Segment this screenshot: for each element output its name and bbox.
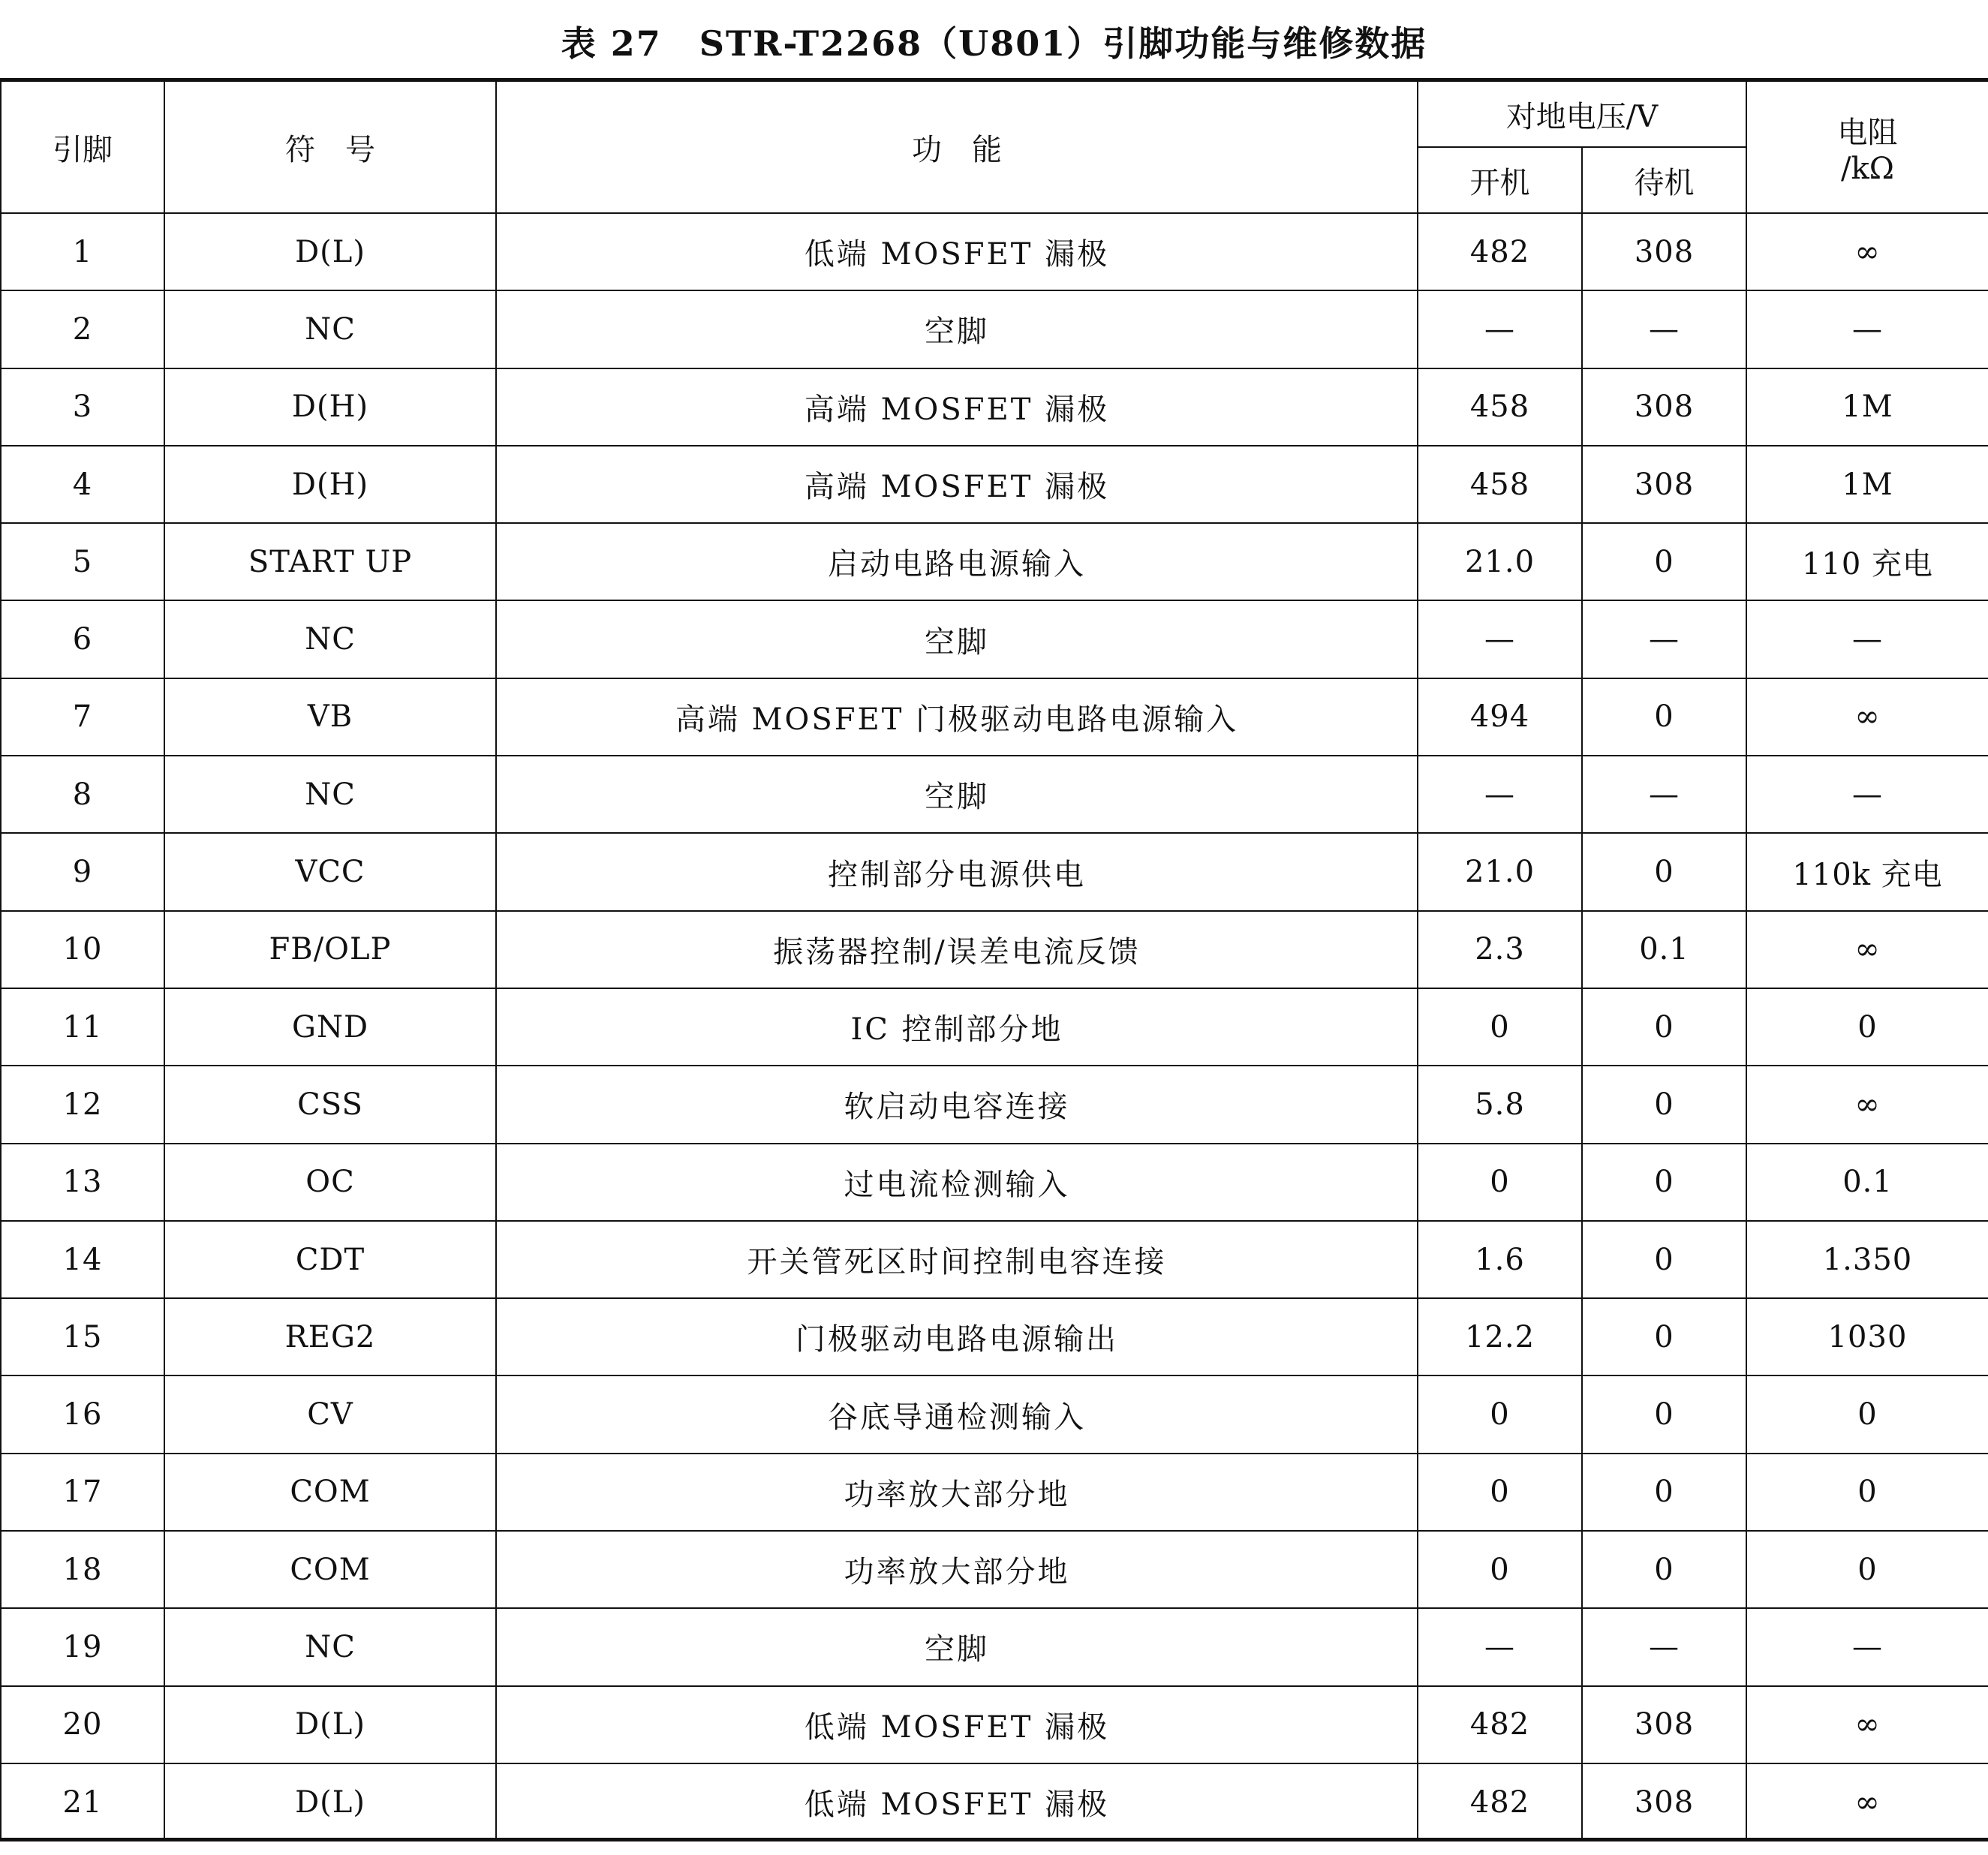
cell-symbol: FB/OLP [164,911,496,988]
cell-function: 低端 MOSFET 漏极 [496,1763,1418,1841]
cell-symbol: D(H) [164,446,496,523]
cell-symbol: NC [164,600,496,678]
cell-pin: 2 [1,290,164,368]
cell-resistance: 0 [1746,1375,1988,1453]
cell-pin: 4 [1,446,164,523]
cell-resistance: ∞ [1746,1686,1988,1763]
table-title-text: STR-T2268（U801）引脚功能与维修数据 [699,23,1427,64]
cell-voltage-on: 0 [1418,1375,1582,1453]
cell-voltage-standby: 0 [1582,678,1746,756]
cell-resistance: 1M [1746,446,1988,523]
cell-pin: 10 [1,911,164,988]
cell-symbol: OC [164,1144,496,1221]
cell-symbol: NC [164,1608,496,1685]
cell-resistance: — [1746,290,1988,368]
table-row [1,600,1988,678]
cell-voltage-standby: 0 [1582,1531,1746,1608]
table-row [1,1221,1988,1298]
pin-data-table [0,80,1988,1841]
cell-pin: 9 [1,833,164,910]
cell-voltage-on: 0 [1418,1144,1582,1221]
cell-voltage-on: 458 [1418,446,1582,523]
cell-function: 空脚 [496,756,1418,833]
cell-voltage-standby: 308 [1582,1686,1746,1763]
table-row [1,911,1988,988]
cell-pin: 5 [1,523,164,600]
table-row [1,1375,1988,1453]
cell-voltage-standby: 0.1 [1582,911,1746,988]
cell-voltage-on: 0 [1418,1531,1582,1608]
table-row [1,1686,1988,1763]
header-resistance [1746,81,1988,213]
cell-function: 过电流检测输入 [496,1144,1418,1221]
cell-symbol: VCC [164,833,496,910]
cell-symbol: CV [164,1375,496,1453]
cell-pin: 17 [1,1454,164,1531]
cell-pin: 14 [1,1221,164,1298]
cell-resistance: 0 [1746,1454,1988,1531]
cell-function: 启动电路电源输入 [496,523,1418,600]
cell-function: 开关管死区时间控制电容连接 [496,1221,1418,1298]
table-row [1,1144,1988,1221]
table-row [1,1763,1988,1841]
cell-voltage-on: — [1418,1608,1582,1685]
cell-voltage-standby: — [1582,756,1746,833]
cell-function: 软启动电容连接 [496,1066,1418,1143]
cell-voltage-on: 482 [1418,213,1582,290]
cell-voltage-standby: 0 [1582,1375,1746,1453]
table-bottom-rule [0,1838,1988,1841]
table-row [1,446,1988,523]
cell-resistance: 1M [1746,368,1988,446]
table-row [1,1066,1988,1143]
cell-resistance: 110 充电 [1746,523,1988,600]
cell-symbol: D(L) [164,1763,496,1841]
cell-resistance: ∞ [1746,911,1988,988]
table-row [1,833,1988,910]
cell-resistance: 0 [1746,1531,1988,1608]
cell-function: 功率放大部分地 [496,1454,1418,1531]
header-pin: 引脚 [1,81,164,213]
cell-pin: 19 [1,1608,164,1685]
cell-function: 空脚 [496,600,1418,678]
cell-function: 低端 MOSFET 漏极 [496,1686,1418,1763]
cell-voltage-on: — [1418,290,1582,368]
cell-voltage-standby: — [1582,1608,1746,1685]
cell-resistance: 1.350 [1746,1221,1988,1298]
cell-symbol: NC [164,290,496,368]
header-on: 开机 [1418,147,1582,213]
cell-symbol: D(L) [164,213,496,290]
cell-voltage-standby: 0 [1582,1298,1746,1375]
cell-resistance: — [1746,756,1988,833]
cell-function: 高端 MOSFET 漏极 [496,446,1418,523]
table-number: 表 27 [561,23,662,64]
table-row [1,1608,1988,1685]
cell-resistance: ∞ [1746,1763,1988,1841]
cell-resistance: ∞ [1746,213,1988,290]
cell-function: 高端 MOSFET 门极驱动电路电源输入 [496,678,1418,756]
cell-symbol: CSS [164,1066,496,1143]
cell-pin: 11 [1,988,164,1066]
cell-voltage-standby: — [1582,600,1746,678]
cell-voltage-on: 12.2 [1418,1298,1582,1375]
cell-voltage-standby: 0 [1582,1144,1746,1221]
cell-function: 空脚 [496,290,1418,368]
cell-voltage-on: — [1418,756,1582,833]
cell-voltage-standby: 0 [1582,523,1746,600]
table-row [1,523,1988,600]
cell-function: 振荡器控制/误差电流反馈 [496,911,1418,988]
table-row [1,1298,1988,1375]
cell-voltage-standby: 0 [1582,1221,1746,1298]
cell-pin: 1 [1,213,164,290]
cell-pin: 3 [1,368,164,446]
header-symbol: 符 号 [164,81,496,213]
table-row [1,213,1988,290]
cell-function: 高端 MOSFET 漏极 [496,368,1418,446]
table-row [1,988,1988,1066]
cell-voltage-standby: 0 [1582,833,1746,910]
cell-voltage-on: 0 [1418,1454,1582,1531]
cell-voltage-standby: 0 [1582,988,1746,1066]
cell-symbol: START UP [164,523,496,600]
cell-symbol: NC [164,756,496,833]
cell-symbol: COM [164,1531,496,1608]
cell-voltage-standby: 308 [1582,368,1746,446]
cell-resistance: ∞ [1746,678,1988,756]
header-voltage-group: 对地电压/V [1418,81,1746,147]
cell-voltage-on: 0 [1418,988,1582,1066]
cell-voltage-standby: — [1582,290,1746,368]
cell-function: 门极驱动电路电源输出 [496,1298,1418,1375]
cell-pin: 7 [1,678,164,756]
cell-voltage-on: — [1418,600,1582,678]
table-title [0,17,1988,66]
header-standby: 待机 [1582,147,1746,213]
cell-resistance: 0.1 [1746,1144,1988,1221]
cell-resistance: 110k 充电 [1746,833,1988,910]
cell-symbol: COM [164,1454,496,1531]
cell-voltage-on: 482 [1418,1686,1582,1763]
cell-symbol: CDT [164,1221,496,1298]
cell-symbol: D(H) [164,368,496,446]
cell-voltage-standby: 308 [1582,446,1746,523]
table-row [1,368,1988,446]
cell-pin: 8 [1,756,164,833]
table-row [1,1531,1988,1608]
cell-symbol: D(L) [164,1686,496,1763]
cell-symbol: GND [164,988,496,1066]
cell-voltage-on: 1.6 [1418,1221,1582,1298]
cell-function: 谷底导通检测输入 [496,1375,1418,1453]
cell-function: 功率放大部分地 [496,1531,1418,1608]
cell-pin: 18 [1,1531,164,1608]
cell-voltage-on: 2.3 [1418,911,1582,988]
cell-pin: 20 [1,1686,164,1763]
cell-pin: 12 [1,1066,164,1143]
cell-resistance: — [1746,600,1988,678]
header-resistance-line1: 电阻 [1837,115,1898,150]
cell-function: 空脚 [496,1608,1418,1685]
cell-voltage-on: 21.0 [1418,523,1582,600]
cell-voltage-standby: 308 [1582,213,1746,290]
table-row [1,756,1988,833]
cell-pin: 15 [1,1298,164,1375]
cell-voltage-on: 458 [1418,368,1582,446]
cell-voltage-on: 494 [1418,678,1582,756]
cell-voltage-on: 482 [1418,1763,1582,1841]
table-row [1,1454,1988,1531]
cell-function: 控制部分电源供电 [496,833,1418,910]
cell-voltage-on: 5.8 [1418,1066,1582,1143]
cell-voltage-standby: 0 [1582,1454,1746,1531]
table-body [1,213,1988,1841]
cell-resistance: 1030 [1746,1298,1988,1375]
cell-resistance: — [1746,1608,1988,1685]
header-function: 功 能 [496,81,1418,213]
cell-function: IC 控制部分地 [496,988,1418,1066]
cell-voltage-on: 21.0 [1418,833,1582,910]
table-row [1,290,1988,368]
cell-symbol: REG2 [164,1298,496,1375]
table-row [1,678,1988,756]
cell-function: 低端 MOSFET 漏极 [496,213,1418,290]
cell-pin: 6 [1,600,164,678]
cell-voltage-standby: 0 [1582,1066,1746,1143]
cell-pin: 16 [1,1375,164,1453]
cell-pin: 13 [1,1144,164,1221]
cell-resistance: 0 [1746,988,1988,1066]
cell-resistance: ∞ [1746,1066,1988,1143]
cell-symbol: VB [164,678,496,756]
header-resistance-line2: /kΩ [1841,151,1894,186]
cell-voltage-standby: 308 [1582,1763,1746,1841]
cell-pin: 21 [1,1763,164,1841]
